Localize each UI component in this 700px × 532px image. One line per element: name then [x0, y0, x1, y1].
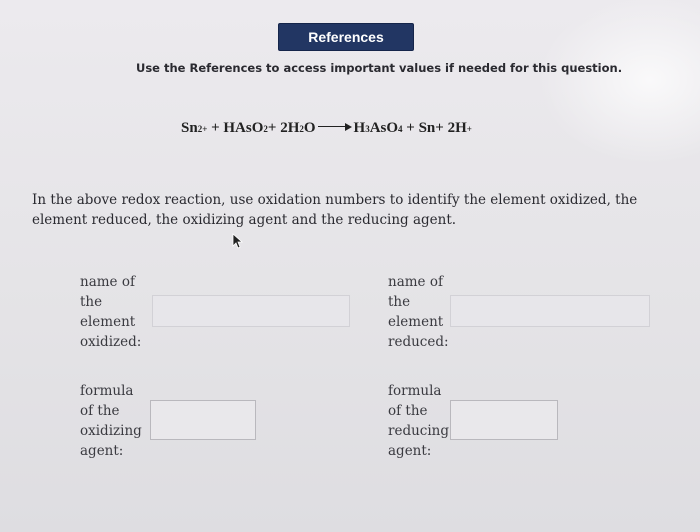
oxidizing-agent-label: formula of the oxidizing agent:	[80, 383, 142, 459]
question-text: In the above redox reaction, use oxidation numbers to identify the element oxidized, the element reduced, the oxidizing agent and the reducing agent.	[32, 192, 638, 228]
eq-o: O	[303, 120, 316, 136]
eq-products: + Sn+ 2H	[402, 120, 467, 136]
eq-h-charge: +	[466, 124, 472, 134]
element-reduced-label: name of the element reduced:	[388, 274, 449, 350]
eq-h3-sub: 3	[365, 124, 370, 134]
reaction-arrow-icon	[318, 122, 352, 132]
eq-haso-sub: 2	[263, 124, 268, 134]
eq-h3: H	[353, 120, 366, 136]
eq-plus-water: + 2H	[267, 120, 300, 136]
reducing-agent-label: formula of the reducing agent:	[388, 383, 449, 459]
eq-sn-charge: 2+	[197, 124, 208, 134]
element-oxidized-label: name of the element oxidized:	[80, 274, 142, 350]
oxidizing-agent-input[interactable]	[150, 400, 256, 440]
eq-aso: AsO	[369, 120, 399, 136]
eq-plus-haso: + HAsO	[207, 120, 264, 136]
mouse-cursor-icon	[232, 233, 244, 249]
element-reduced-input[interactable]	[450, 295, 650, 327]
eq-sn: Sn	[181, 120, 198, 136]
eq-water-sub: 2	[299, 124, 304, 134]
instruction-text: Use the References to access important values if needed for this question.	[136, 61, 623, 75]
reducing-agent-input[interactable]	[450, 400, 558, 440]
eq-aso-sub: 4	[398, 124, 403, 134]
redox-equation	[181, 120, 472, 137]
references-button[interactable]: References	[278, 23, 414, 51]
element-oxidized-input[interactable]	[152, 295, 350, 327]
